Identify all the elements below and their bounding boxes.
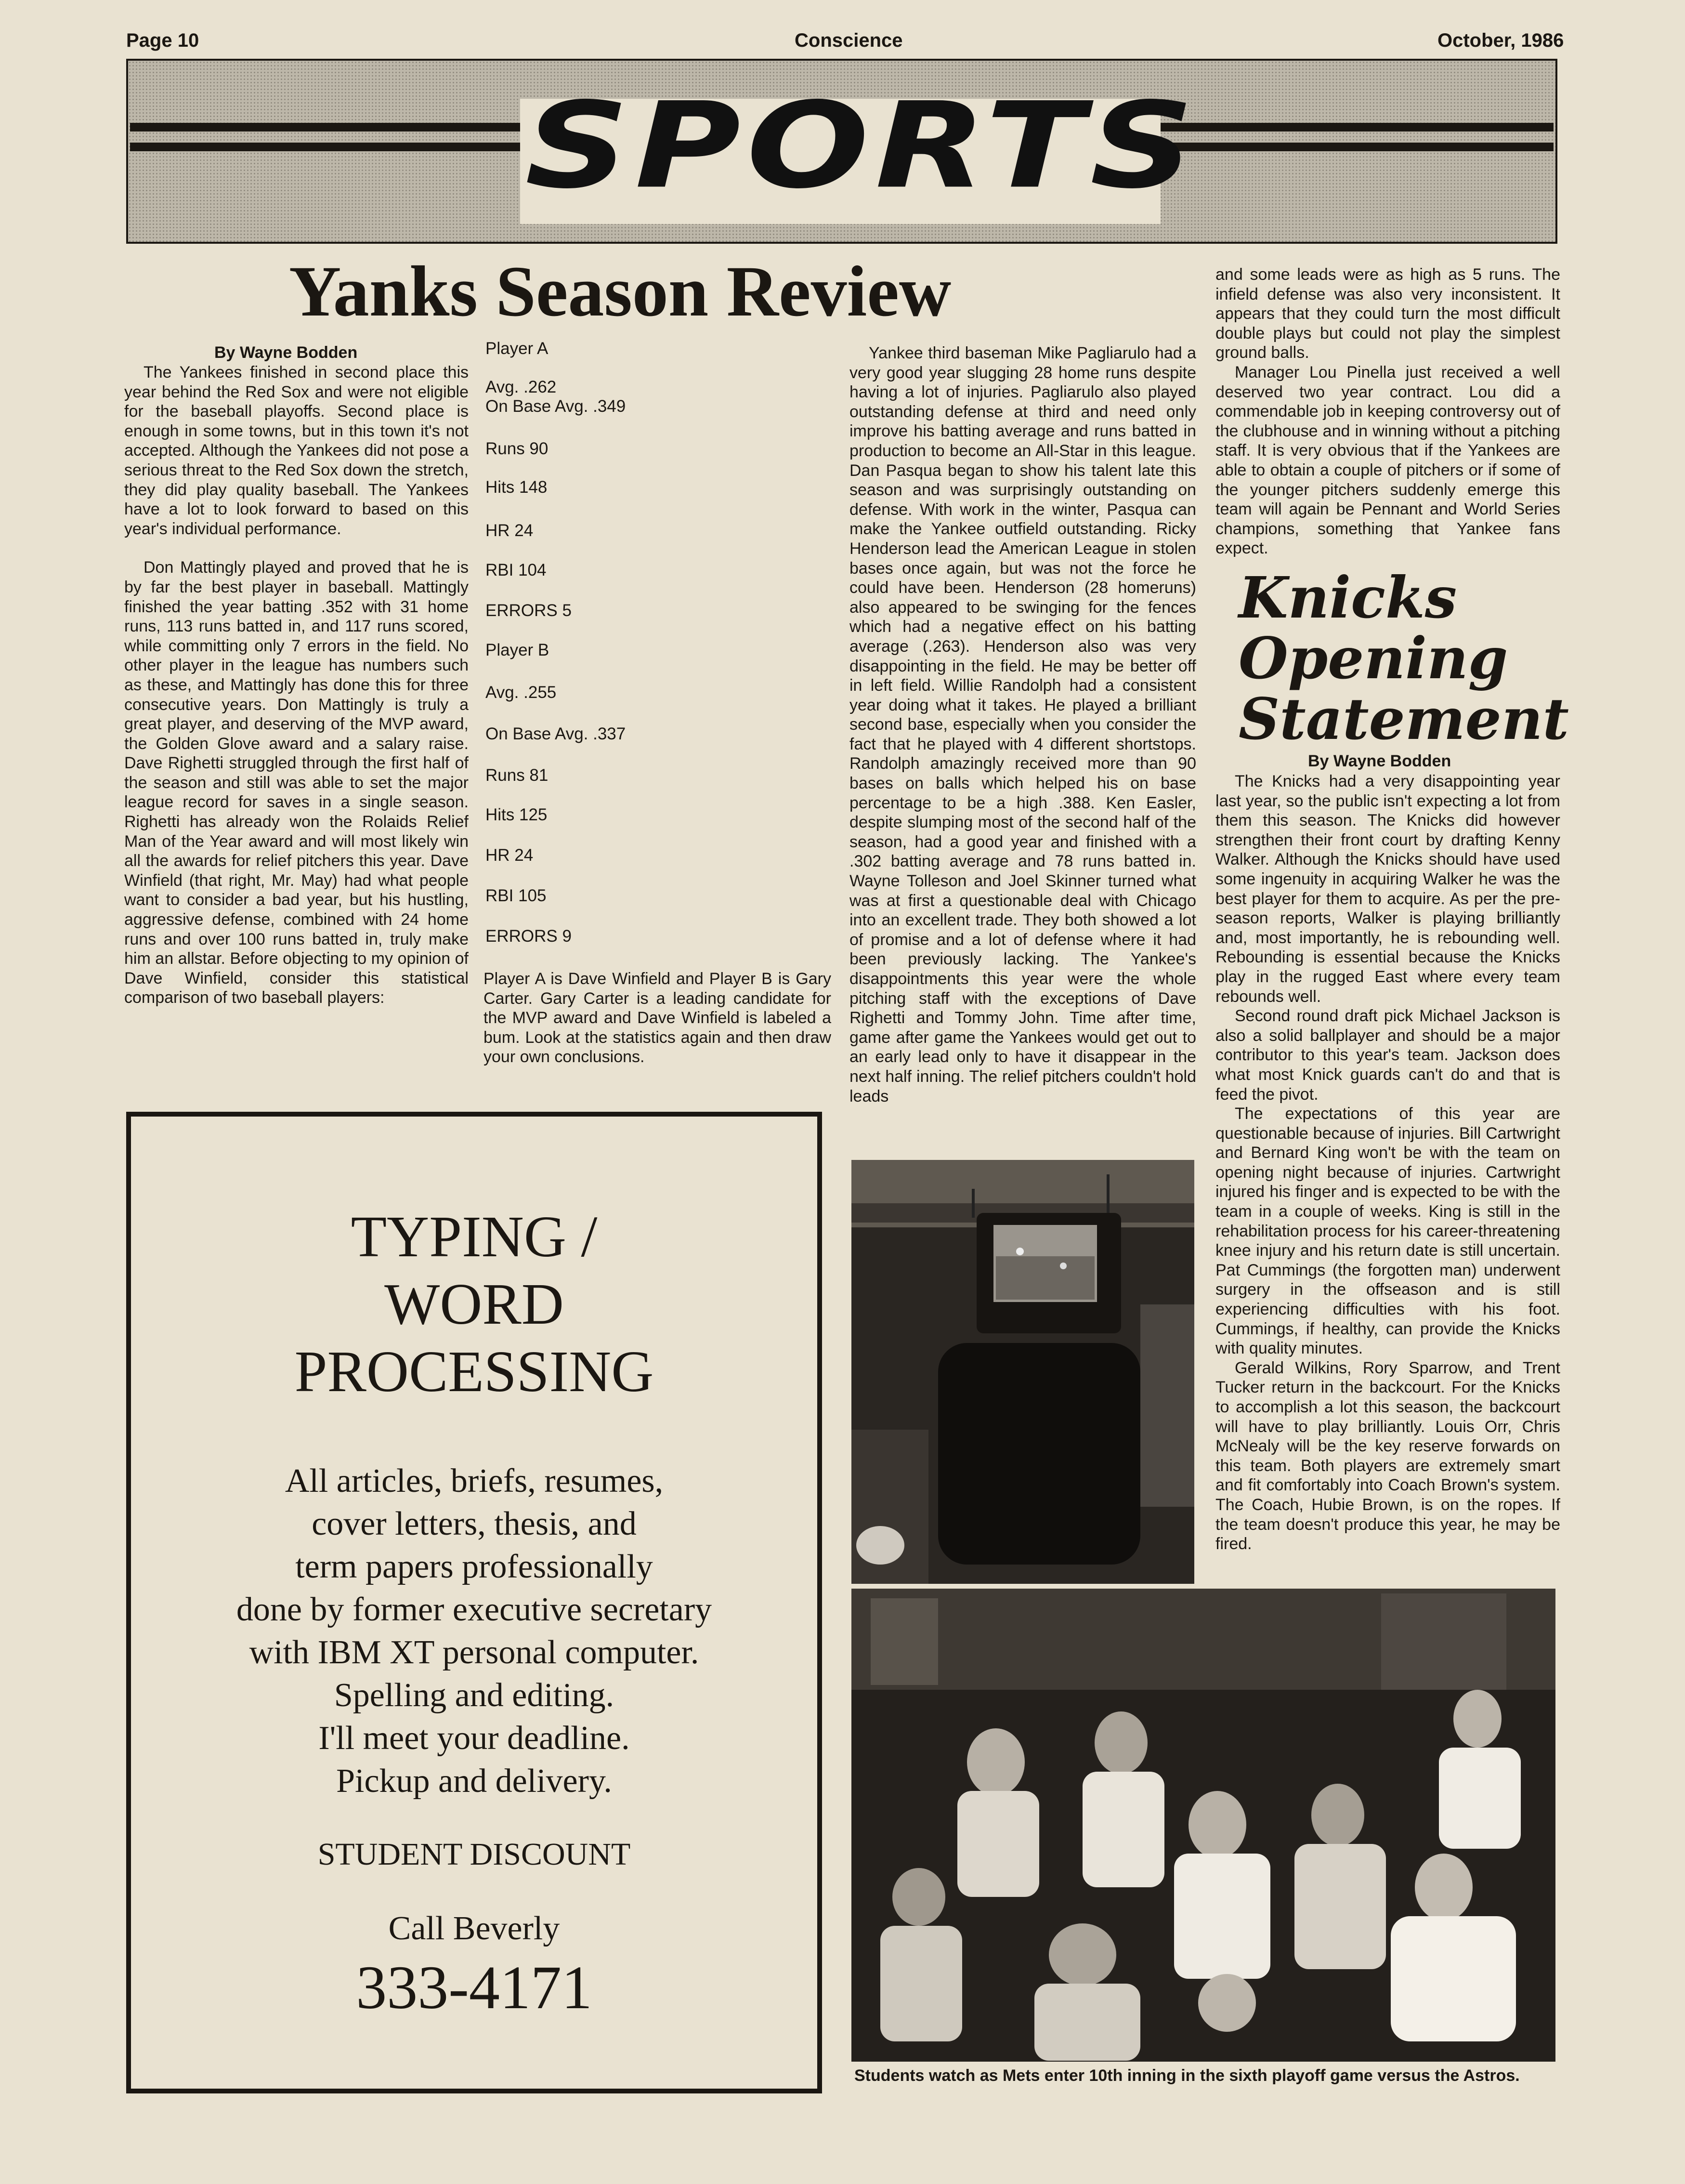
ad-body-line: done by former executive secretary bbox=[236, 1591, 712, 1628]
ad-phone-number: 333-4171 bbox=[356, 1953, 592, 2022]
issue-date: October, 1986 bbox=[1437, 30, 1564, 51]
students-photo bbox=[851, 1589, 1555, 2062]
ad-body-line: All articles, briefs, resumes, bbox=[285, 1462, 664, 1500]
tv-photo bbox=[851, 1160, 1194, 1584]
section-title: SPORTS bbox=[525, 77, 1200, 215]
ad-body-line: cover letters, thesis, and bbox=[312, 1505, 637, 1542]
article-paragraph: and some leads were as high as 5 runs. The infield defense was also very inconsistent. It appears that they could turn the most difficult double plays but could not play the simplest ground balls. bbox=[1215, 265, 1560, 362]
ad-title-line: WORD bbox=[384, 1272, 564, 1337]
article-paragraph: The Knicks had a very disappointing year last year, so the public isn't expecting a lot from them this season. The Knicks did however strengthen their front court by drafting Kenny Walker. Although the Knicks should have used some ingenuity in acquiring Walker he was the best player for them to acquire. As per the pre-season reports, Walker is playing brilliantly and, most importantly, he is rebounding well. Rebounding is essential because the Knicks play in the rugged East where every team rebounds well. bbox=[1215, 772, 1560, 1006]
ad-body bbox=[131, 1460, 817, 1802]
ad-discount: STUDENT DISCOUNT bbox=[317, 1837, 631, 1872]
article-paragraph: Don Mattingly played and proved that he is by far the best player in baseball. Mattingly finished the year batting .352 with 31 home runs, 113 runs batted in, and 117 runs scored, while committing only 7 errors in the field. No other player in the league has numbers such as these, and Mattingly has done this for three consecutive years. Don Mattingly is truly a great player, and deserving of the MVP award, the Golden Glove award and a salary raise. Dave Righetti struggled through the first half of the season and still was able to set the major league record for saves in a single season. Righetti has already won the Rolaids Relief Man of the Year award and will most likely win all the awards for relief pitchers this year. Dave Winfield (that right, Mr. May) had what people want to consider a bad year, but his hustling, aggressive defense, combined with 24 home runs and over 100 runs batted in, truly make him an allstar. Before objecting to my opinion of Dave Winfield, consider this statistical comparison of two baseball players: bbox=[124, 558, 469, 1007]
ad-body-line: term papers professionally bbox=[295, 1548, 653, 1585]
typing-advertisement bbox=[126, 1112, 822, 2093]
article-paragraph: Manager Lou Pinella just received a well deserved two year contract. Lou did a commendable job in keeping controversy out of the clubhouse and in winning without a pitching staff. It is very obvious that if the Yankees are able to obtain a couple of pitchers or if some of the younger pitchers suddenly emerge this team will again be Pennant and World Series champions, something that Yankee fans expect. bbox=[1215, 363, 1560, 558]
knicks-headline bbox=[1239, 564, 1569, 752]
ad-title-line: PROCESSING bbox=[294, 1339, 654, 1404]
headline-line: Statement bbox=[1239, 685, 1569, 752]
article-paragraph: The Yankees finished in second place this year behind the Red Sox and were not eligible for the baseball playoffs. Second place is enough in some towns, but in this town it's not accepted. Although the Yankees did not pose a serious threat to the Red Sox down the stretch, they did play quality baseball. The Yankees have a lot to look forward to based on this year's individual performance. bbox=[124, 363, 469, 538]
ad-body-line: Spelling and editing. bbox=[334, 1677, 614, 1714]
headline-line: Knicks bbox=[1239, 564, 1457, 631]
article-headline: Yanks Season Review bbox=[289, 251, 952, 331]
tv-photo-image bbox=[851, 1160, 1194, 1584]
photo-caption: Students watch as Mets enter 10th inning in the sixth playoff game versus the Astros. bbox=[854, 2066, 1520, 2085]
article-paragraph: Gerald Wilkins, Rory Sparrow, and Trent Tucker return in the backcourt. For the Knicks to accomplish a lot this season, the backcourt will have to play brilliantly. Louis Orr, Chris McNealy will be the key reserve forwards on this team. Both players are extremely smart and fit comfortably into Coach Brown's system. The Coach, Hubie Brown, is on the ropes. If the team doesn't produce this year, he may be fired. bbox=[1215, 1358, 1560, 1553]
ad-title-line: TYPING / bbox=[351, 1204, 598, 1269]
ad-body-line: I'll meet your deadline. bbox=[318, 1720, 630, 1757]
article-paragraph: Player A is Dave Winfield and Player B is Gary Carter. Gary Carter is a leading candidate for the MVP award and Dave Winfield is labeled a bum. Look at the statistics again and then draw your own conclusions. bbox=[483, 970, 831, 1066]
page-number: Page 10 bbox=[126, 30, 199, 51]
stats-reveal bbox=[483, 969, 831, 1067]
article-column-4 bbox=[1215, 265, 1560, 558]
ad-title bbox=[131, 1203, 817, 1406]
knicks-byline: By Wayne Bodden bbox=[1308, 752, 1451, 770]
knicks-article-body bbox=[1215, 772, 1560, 1554]
students-photo-image bbox=[851, 1589, 1555, 2062]
article-paragraph: The expectations of this year are questionable because of injuries. Bill Cartwright and Bernard King won't be with the team on opening night because of injuries. Cartwright injured his finger and is expected to be with the team in a couple of weeks. King is still in the rehabilitation process for his career-threatening knee injury and his return date is still uncertain. Pat Cummings (the forgotten man) underwent surgery in the offseason and is still experiencing difficulties with his foot. Cummings, if healthy, can provide the Knicks with quality minutes. bbox=[1215, 1105, 1560, 1358]
article-column-3 bbox=[849, 343, 1196, 1106]
article-paragraph: Yankee third baseman Mike Pagliarulo had a very good year slugging 28 home runs despite having a lot of injuries. Pagliarulo also played outstanding defense at third and need only improve his batting average and runs batted in production to become an All-Star in this league. Dan Pasqua began to show his talent late this season and was surprisingly outstanding on defense. With work in the winter, Pasqua can make the Yankee outfield outstanding. Ricky Henderson lead the American League in stolen bases once again, but was not the force he could have been. Henderson (28 homeruns) also appeared to be swinging for the fences which had a negative effect on his batting average (.263). Henderson also was very disappointing in the field. He may be better off in left field. Willie Randolph had a consistent year doing what it takes. He played a brilliant second base, especially when you consider the fact that he played with 4 different shortstops. Randolph amazingly received more than 90 bases on balls which helped his on base percentage to be a high .388. Ken Easler, despite slumping most of the second half of the season, had a good year and finished with a .302 batting average and 78 runs batted in. Wayne Tolleson and Joel Skinner turned what was at first a questionable deal with Chicago into an excellent trade. They both showed a lot of promise and a lot of defense where it had been previously lacking. The Yankee's disappointments this year were the whole pitching staff with the exceptions of Dave Righetti and Tommy John. Time after time, game after game the Yankees would get out to an early lead only to have it disappear in the next half inning. The relief pitchers couldn't hold leads bbox=[849, 344, 1196, 1105]
article-column-1 bbox=[124, 363, 469, 1008]
ad-body-line: with IBM XT personal computer. bbox=[249, 1634, 699, 1671]
ad-call: Call Beverly bbox=[388, 1910, 560, 1947]
article-byline: By Wayne Bodden bbox=[214, 343, 358, 362]
article-paragraph: Second round draft pick Michael Jackson is also a solid ballplayer and should be a major contributor to this year's team. Jackson does what most Knick guards can't do and that is feed the pivot. bbox=[1215, 1007, 1560, 1104]
publication-name: Conscience bbox=[795, 30, 903, 51]
headline-line: Opening bbox=[1239, 625, 1508, 692]
ad-body-line: Pickup and delivery. bbox=[336, 1763, 612, 1800]
